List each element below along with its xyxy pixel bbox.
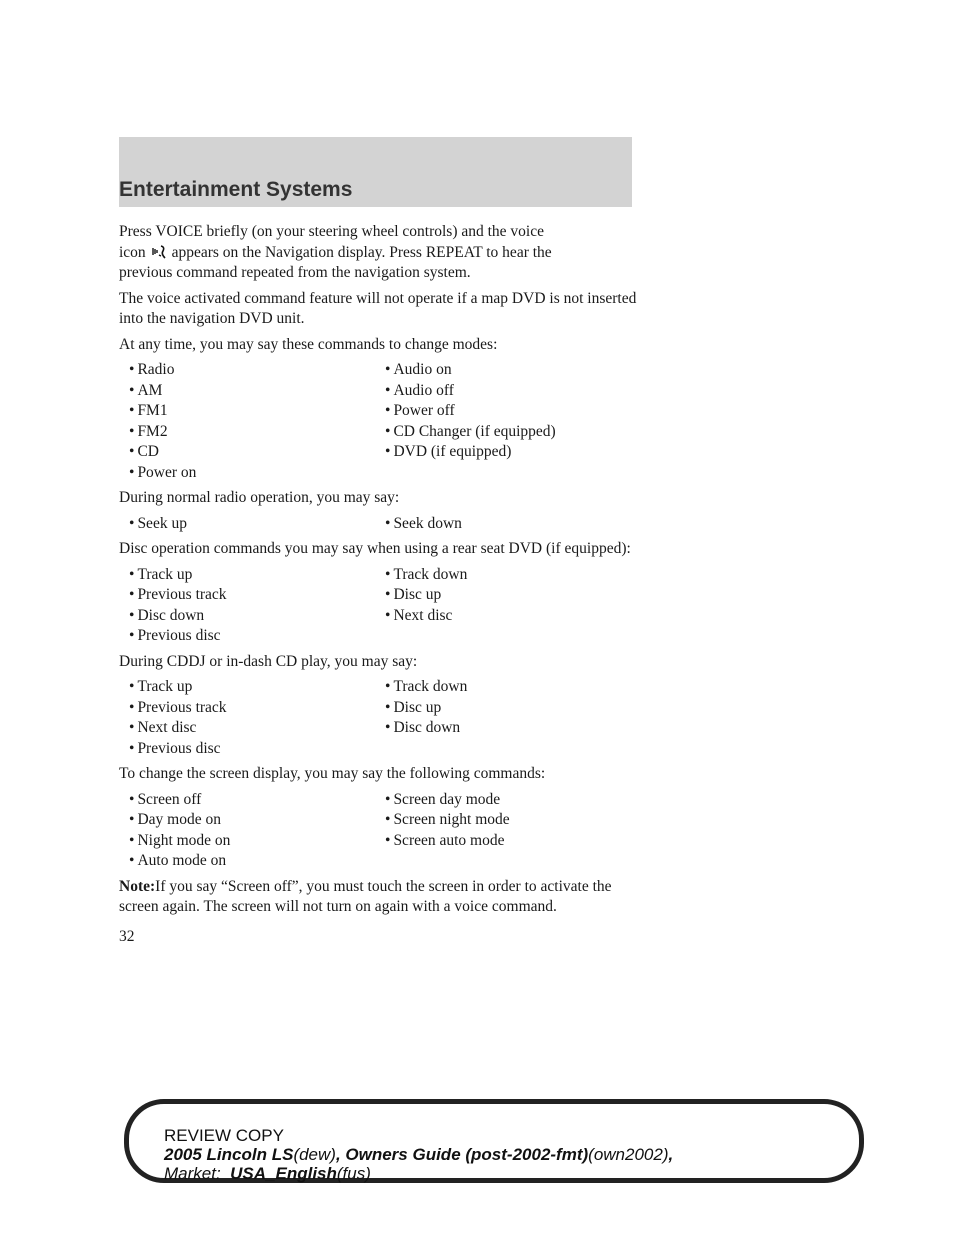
list-item: • Audio on: [375, 360, 631, 381]
list-item: • DVD (if equipped): [375, 442, 631, 463]
page-number: 32: [119, 928, 135, 945]
list-item: • Audio off: [375, 381, 631, 402]
footer-line-1: REVIEW COPY: [164, 1126, 284, 1145]
list-item: • Track up: [119, 677, 375, 698]
list-item: • Track down: [375, 565, 631, 586]
list-item: • Disc down: [375, 718, 631, 739]
list-item: • Screen auto mode: [375, 831, 631, 852]
list-item: • Night mode on: [119, 831, 375, 852]
list-item: • Radio: [119, 360, 375, 381]
list-item: • Screen off: [119, 790, 375, 811]
list-item: • Disc up: [375, 698, 631, 719]
screen-list: [119, 790, 639, 872]
list-item: • Previous disc: [119, 739, 375, 760]
list-item: • Screen day mode: [375, 790, 631, 811]
list-item: • Previous track: [119, 585, 375, 606]
section-title: Entertainment Systems: [119, 178, 353, 201]
cddj-intro: During CDDJ or in-dash CD play, you may say:: [119, 652, 418, 670]
footer-line-3: Market: USA_English(fus): [164, 1164, 371, 1183]
list-item: • AM: [119, 381, 375, 402]
list-item: • Previous disc: [119, 626, 375, 647]
note-label: Note:: [119, 877, 156, 895]
list-item: • FM2: [119, 422, 375, 443]
intro-paragraph-2: The voice activated command feature will not operate if a map DVD is not inserted into the navigation DVD unit.: [119, 289, 637, 327]
list-item: • Day mode on: [119, 810, 375, 831]
list-item: • Track up: [119, 565, 375, 586]
note-paragraph: [119, 877, 639, 918]
list-item: • Power on: [119, 463, 375, 484]
list-item: • Disc up: [375, 585, 631, 606]
list-item: • CD Changer (if equipped): [375, 422, 631, 443]
intro-paragraph-1: Press VOICE briefly (on your steering wheel controls) and the voice icon appears on the Navigation display. Press REPEAT to hear the previous command repeated from the navigation system.: [119, 223, 552, 281]
radio-list: [119, 514, 639, 535]
list-item: • Auto mode on: [119, 851, 375, 872]
list-item: • Disc down: [119, 606, 375, 627]
review-copy-footer: [164, 1126, 673, 1183]
list-item: • Screen night mode: [375, 810, 631, 831]
list-item: • Power off: [375, 401, 631, 422]
list-item: • CD: [119, 442, 375, 463]
modes-intro: At any time, you may say these commands to change modes:: [119, 335, 498, 353]
list-item: • FM1: [119, 401, 375, 422]
list-item: • Track down: [375, 677, 631, 698]
list-item: • Next disc: [375, 606, 631, 627]
list-item: • Next disc: [119, 718, 375, 739]
footer-line-2: 2005 Lincoln LS(dew), Owners Guide (post-2002-fmt)(own2002),: [164, 1145, 674, 1164]
disc-list: [119, 565, 639, 647]
disc-intro: Disc operation commands you may say when using a rear seat DVD (if equipped):: [119, 540, 631, 557]
screen-intro: To change the screen display, you may say the following commands:: [119, 765, 546, 782]
voice-command-icon: [150, 244, 170, 260]
note-text: If you say “Screen off”, you must touch the screen in order to activate the screen again. The screen will not turn on again with a voice command.: [119, 877, 612, 915]
list-item: • Seek up: [119, 514, 375, 535]
page-content: [119, 222, 639, 923]
cddj-list: [119, 677, 639, 759]
radio-intro: During normal radio operation, you may say:: [119, 489, 400, 506]
list-item: • Previous track: [119, 698, 375, 719]
list-item: • Seek down: [375, 514, 631, 535]
modes-list: [119, 360, 639, 483]
